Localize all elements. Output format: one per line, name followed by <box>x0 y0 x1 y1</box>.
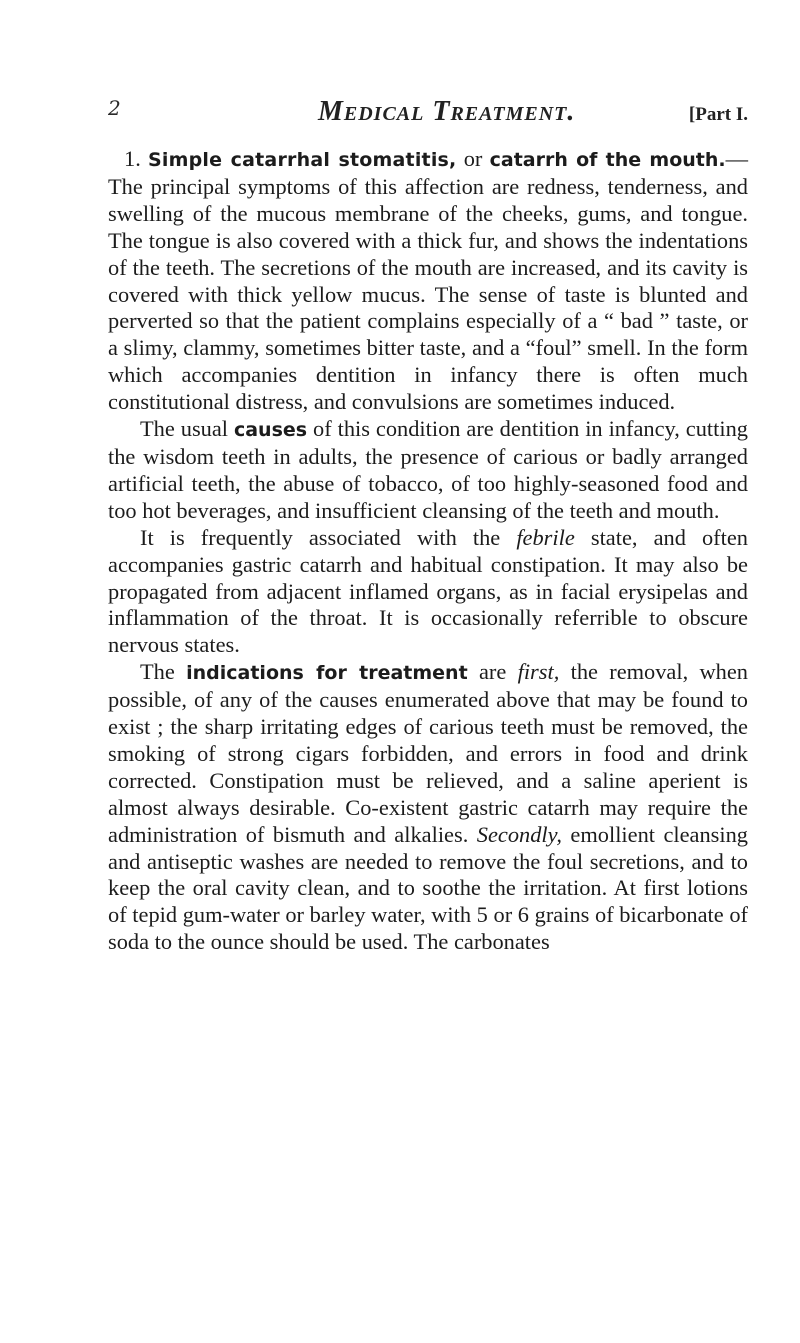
italic-first: first, <box>517 659 560 685</box>
section-heading-alt: catarrh of the mouth. <box>489 149 726 171</box>
paragraph-text: —The principal symptoms of this affection are redness, tenderness, and swelling of the mucous membrane of the cheeks, gums, and tongue. The tongue is also covered with a thick fur, and shows the indentations of the teeth. The secretions of the mouth are increased, and its cavity is covered with thick yellow mucus. The sense of taste is blunted and perverted so that the patient complains especially of a “ bad ” taste, or a slimy, clammy, sometimes bitter taste, and a “foul” smell. In the form which accompanies dentition in infancy there is often much constitutional distress, and convulsions are sometimes induced. <box>108 146 748 415</box>
page-number: 2 <box>108 96 121 120</box>
italic-term: febrile <box>516 524 575 550</box>
paragraph-causes <box>108 416 748 525</box>
italic-secondly: Secondly, <box>476 821 562 847</box>
paragraph-text: of this condition are dentition in infancy, cutting the wisdom teeth in adults, the presence of carious or badly arranged artificial teeth, the abuse of tobacco, of too highly-seasoned food and too hot beverages, and insufficient cleansing of the teeth and mouth. <box>108 416 748 523</box>
paragraph-mid: are <box>478 659 507 685</box>
paragraph-lead: The usual <box>140 416 229 442</box>
section-number: 1. <box>124 146 141 171</box>
paragraph-associations <box>108 525 748 660</box>
running-title: Medical Treatment. <box>318 96 576 127</box>
heading-connector: or <box>463 146 483 171</box>
part-label: [Part I. <box>688 104 748 125</box>
indications-heading: indications for treatment <box>186 662 468 685</box>
body-text <box>108 146 748 956</box>
paragraph-text-continued: emollient cleansing and antiseptic washes are needed to remove the foul secretions, and to keep the oral cavity clean, and to soothe the irritation. At first lotions of tepid gum-water or barley water, with 5 or 6 grains of bicarbonate of soda to the ounce should be used. The carbonates <box>108 821 748 955</box>
section-heading: Simple catarrhal stomatitis, <box>148 149 457 171</box>
page-header <box>108 96 748 136</box>
paragraph-simple-catarrhal-stomatitis <box>108 146 748 416</box>
paragraph-indications <box>108 659 748 956</box>
paragraph-lead: The <box>140 659 175 685</box>
paragraph-text: the removal, when possible, of any of the causes enumerated above that may be found to exist ; the sharp irritating edges of carious teeth must be removed, the smoking of strong cigars forbidden, and errors in food and drink corrected. Constipation must be relieved, and a saline aperient is almost always desirable. Co-existent gastric catarrh may require the administration of bismuth and alkalies. <box>108 659 748 847</box>
paragraph-lead: It is frequently associated with the <box>140 524 501 550</box>
paragraph-text: state, and often accompanies gastric catarrh and habitual constipation. It may also be propagated from adjacent inflamed organs, as in facial erysipelas and inflammation of the throat. It is occasionally referrible to obscure nervous states. <box>108 524 748 658</box>
causes-heading: causes <box>233 419 308 442</box>
